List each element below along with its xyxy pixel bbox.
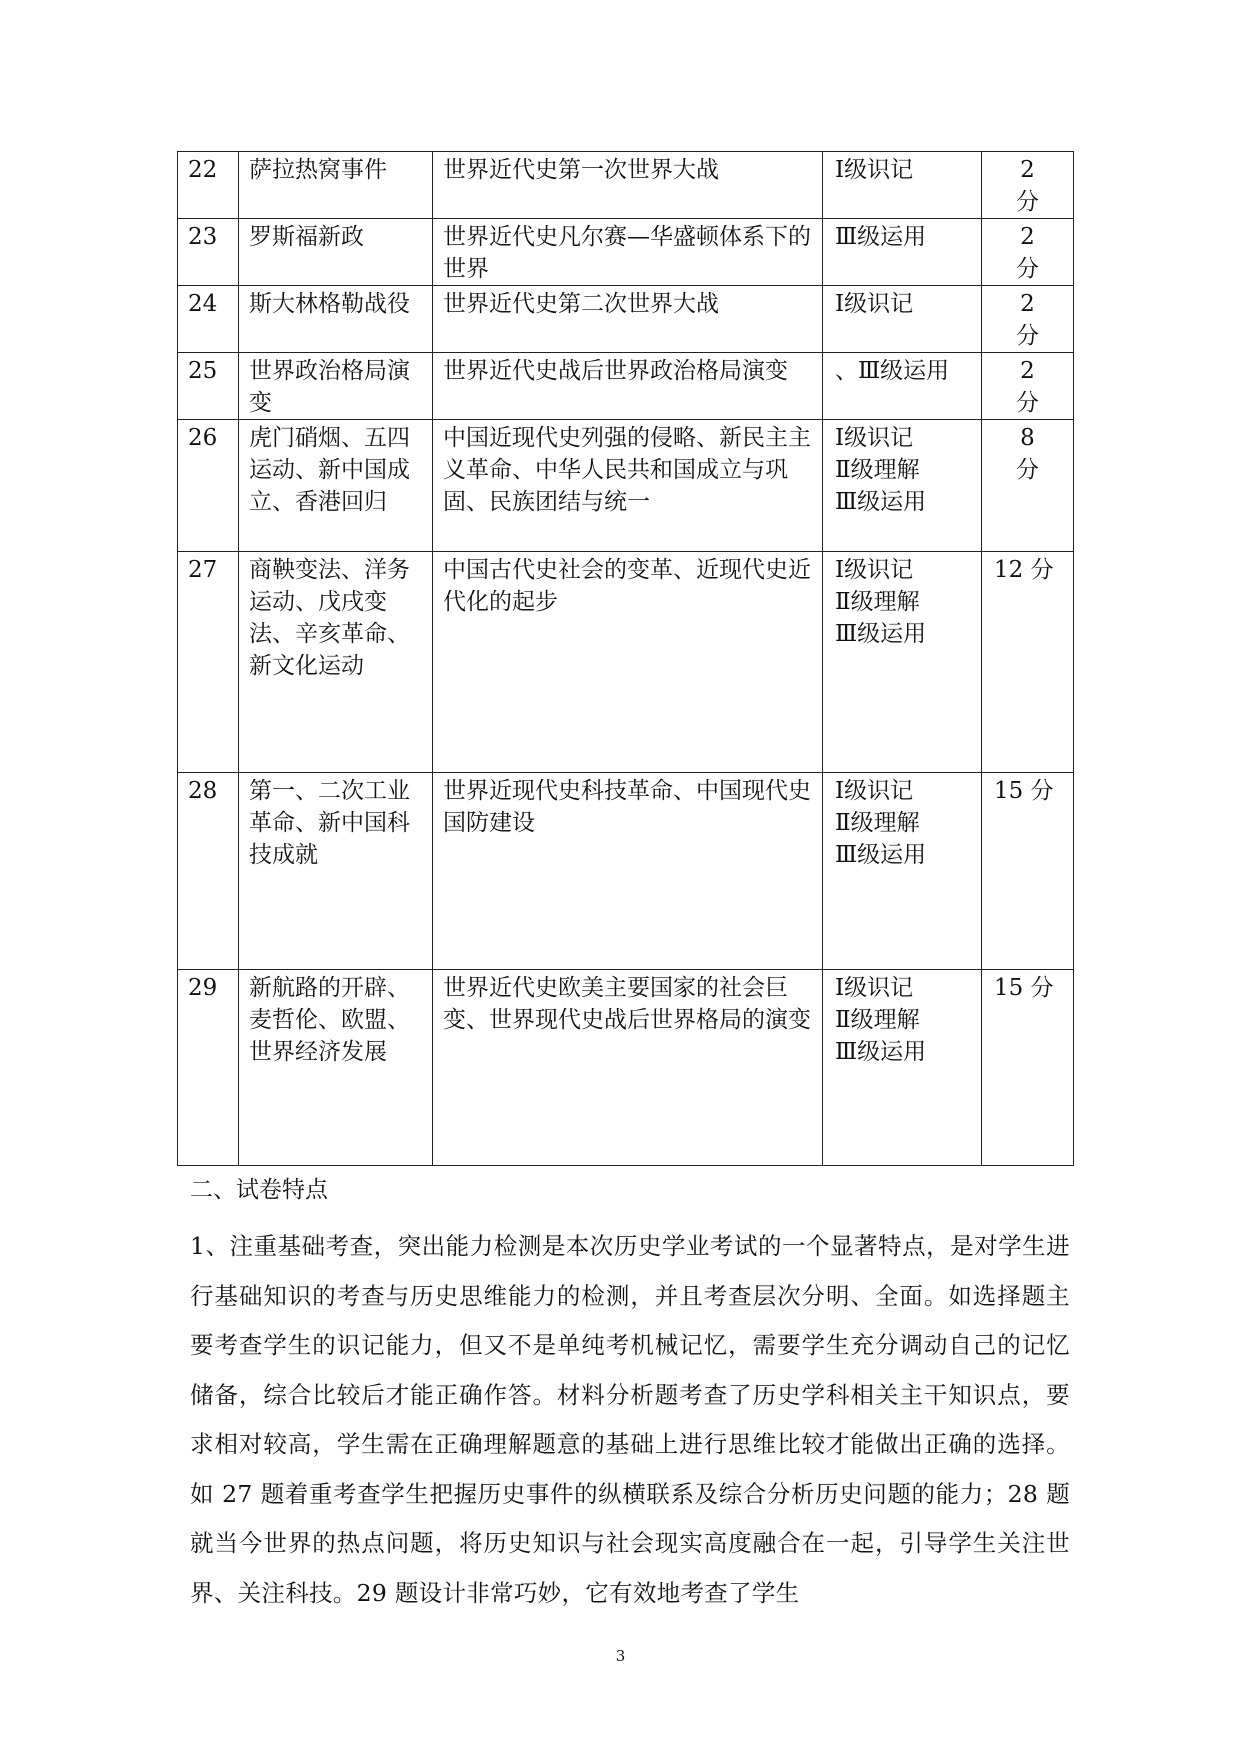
level-cell: Ⅲ级运用 [823, 219, 982, 286]
content-cell: 中国近现代史列强的侵略、新民主主义革命、中华人民共和国成立与巩固、民族团结与统一 [433, 420, 823, 552]
table-row [178, 420, 1074, 552]
body-paragraph: 1、注重基础考查，突出能力检测是本次历史学业考试的一个显著特点，是对学生进行基础知识的考查与历史思维能力的检测，并且考查层次分明、全面。如选择题主要考查学生的识记能力，但又不是单纯考机械记忆，需要学生充分调动自己的记忆储备，综合比较后才能正确作答。材料分析题考查了历史学科相关主干知识点，要求相对较高，学生需在正确理解题意的基础上进行思维比较才能做出正确的选择。如 27 题着重考查学生把握历史事件的纵横联系及综合分析历史问题的能力；28 题就当今世界的热点问题，将历史知识与社会现实高度融合在一起，引导学生关注世界、关注科技。29 题设计非常巧妙，它有效地考查了学生 [190, 1232, 1070, 1607]
content-cell: 世界近代史欧美主要国家的社会巨变、世界现代史战后世界格局的演变 [433, 970, 823, 1166]
topic-cell: 萨拉热窝事件 [239, 152, 433, 219]
content-cell: 世界近代史第二次世界大战 [433, 286, 823, 353]
topic-cell: 新航路的开辟、麦哲伦、欧盟、世界经济发展 [239, 970, 433, 1166]
question-number: 24 [178, 286, 239, 353]
level-cell: Ⅰ级识记 Ⅱ级理解 Ⅲ级运用 [823, 773, 982, 970]
table-row [178, 970, 1074, 1166]
score-cell: 2 分 [982, 219, 1074, 286]
level-cell: Ⅰ级识记 Ⅱ级理解 Ⅲ级运用 [823, 970, 982, 1166]
exam-analysis-table [177, 151, 1074, 1166]
score-cell: 2 分 [982, 353, 1074, 420]
question-number: 23 [178, 219, 239, 286]
question-number: 29 [178, 970, 239, 1166]
score-cell: 2 分 [982, 152, 1074, 219]
table-row [178, 773, 1074, 970]
topic-cell: 虎门硝烟、五四运动、新中国成立、香港回归 [239, 420, 433, 552]
content-cell: 世界近代史战后世界政治格局演变 [433, 353, 823, 420]
topic-cell: 世界政治格局演变 [239, 353, 433, 420]
question-number: 26 [178, 420, 239, 552]
content-cell: 世界近代史第一次世界大战 [433, 152, 823, 219]
table-row [178, 219, 1074, 286]
table-row [178, 552, 1074, 773]
section-heading: 二、试卷特点 [190, 1177, 328, 1203]
topic-cell: 商鞅变法、洋务运动、戊戌变法、辛亥革命、新文化运动 [239, 552, 433, 773]
page-number: 3 [615, 1647, 626, 1665]
table-row [178, 286, 1074, 353]
score-cell: 2 分 [982, 286, 1074, 353]
content-cell: 世界近代史凡尔赛—华盛顿体系下的世界 [433, 219, 823, 286]
topic-cell: 罗斯福新政 [239, 219, 433, 286]
content-cell: 世界近现代史科技革命、中国现代史国防建设 [433, 773, 823, 970]
level-cell: Ⅰ级识记 [823, 152, 982, 219]
topic-cell: 第一、二次工业革命、新中国科技成就 [239, 773, 433, 970]
level-cell: 、Ⅲ级运用 [823, 353, 982, 420]
question-number: 27 [178, 552, 239, 773]
table-row [178, 152, 1074, 219]
question-number: 22 [178, 152, 239, 219]
score-cell: 12 分 [982, 552, 1074, 773]
content-cell: 中国古代史社会的变革、近现代史近代化的起步 [433, 552, 823, 773]
level-cell: Ⅰ级识记 Ⅱ级理解 Ⅲ级运用 [823, 552, 982, 773]
score-cell: 8 分 [982, 420, 1074, 552]
level-cell: Ⅰ级识记 [823, 286, 982, 353]
score-cell: 15 分 [982, 773, 1074, 970]
score-cell: 15 分 [982, 970, 1074, 1166]
question-number: 25 [178, 353, 239, 420]
level-cell: Ⅰ级识记 Ⅱ级理解 Ⅲ级运用 [823, 420, 982, 552]
table-row [178, 353, 1074, 420]
question-number: 28 [178, 773, 239, 970]
topic-cell: 斯大林格勒战役 [239, 286, 433, 353]
